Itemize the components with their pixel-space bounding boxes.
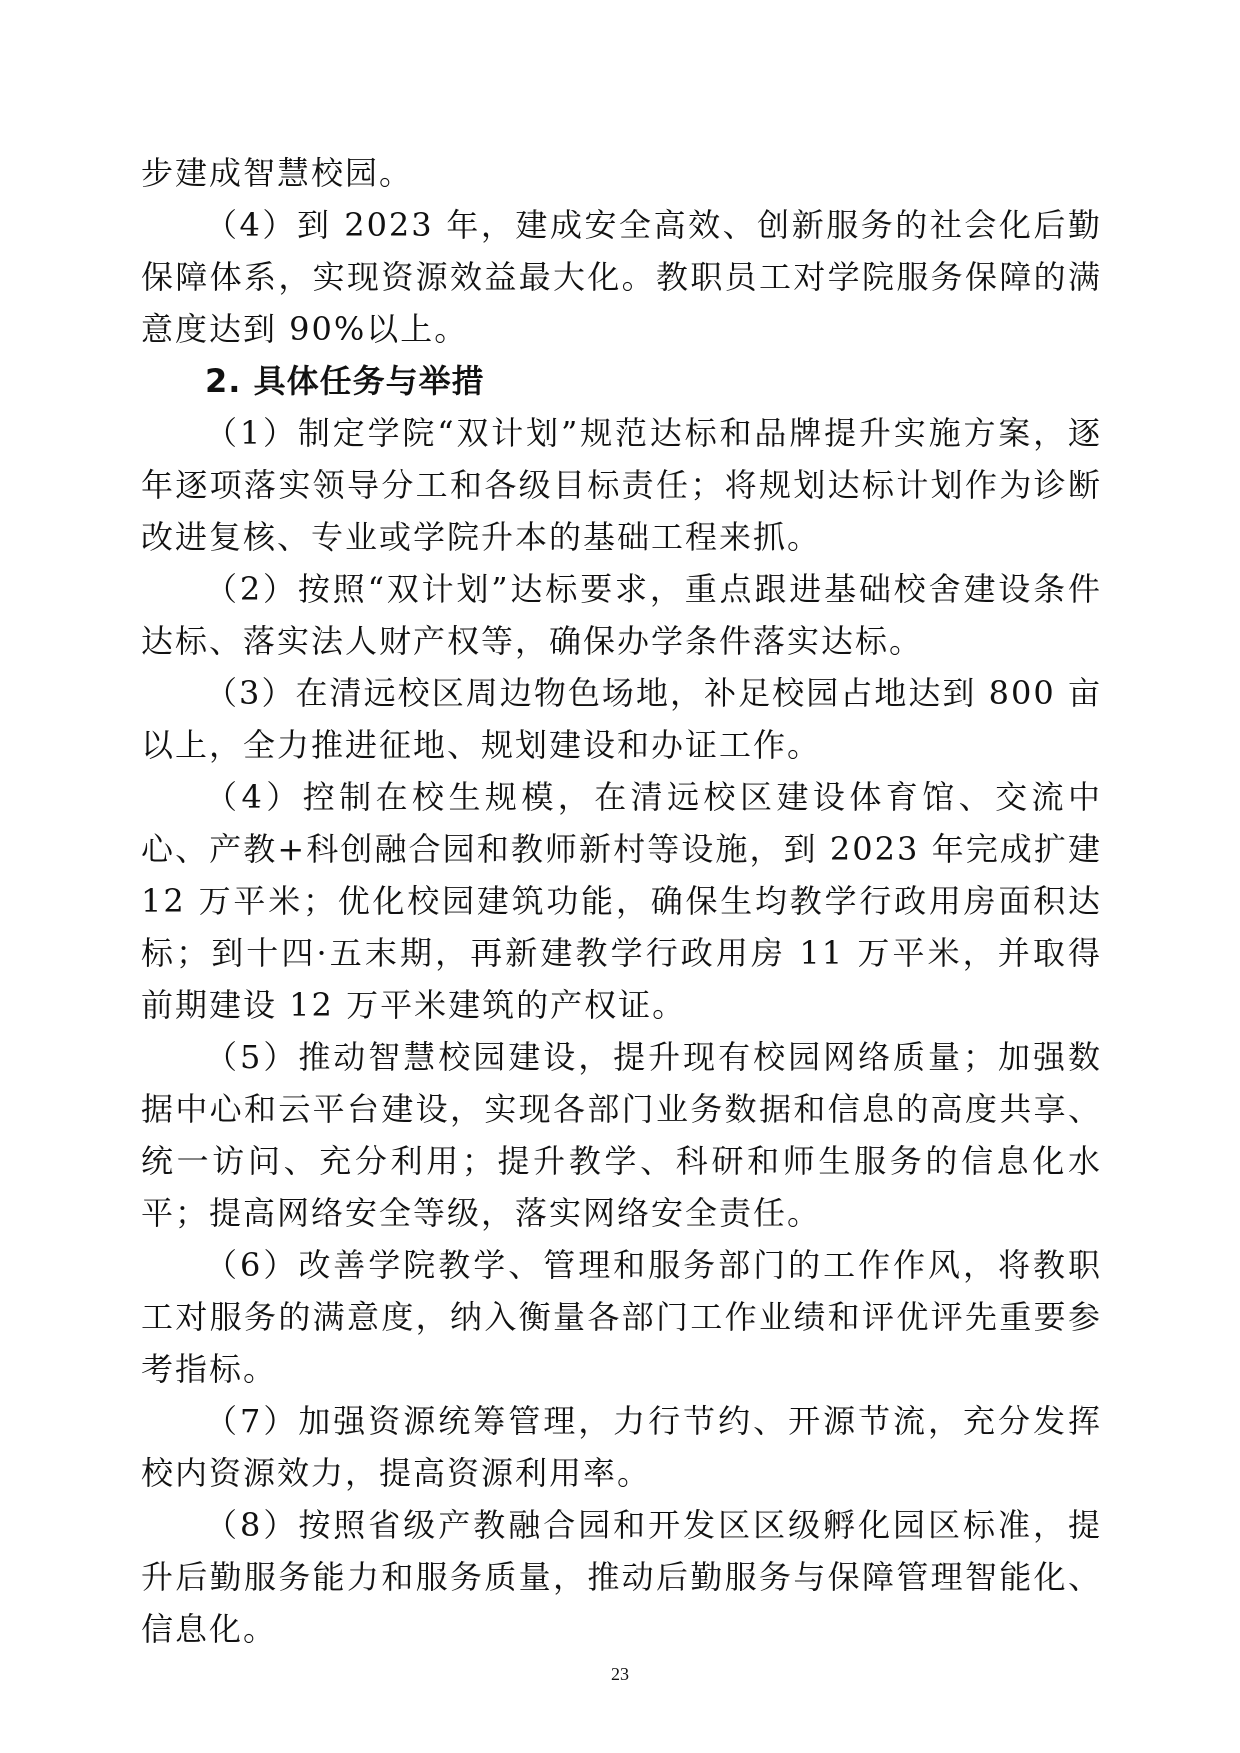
continuation-paragraph: 步建成智慧校园。: [141, 154, 414, 192]
document-body: [141, 147, 1102, 1655]
task-paragraph-7: （7）加强资源统筹管理，力行节约、开源节流，充分发挥校内资源效力，提高资源利用率。: [141, 1402, 1102, 1492]
task-paragraph-3: （3）在清远校区周边物色场地，补足校园占地达到 800 亩以上，全力推进征地、规划建设和办证工作。: [141, 674, 1102, 764]
task-paragraph-6: （6）改善学院教学、管理和服务部门的工作作风，将教职工对服务的满意度，纳入衡量各部门工作业绩和评优评先重要参考指标。: [141, 1246, 1102, 1388]
goal-paragraph-4: （4）到 2023 年，建成安全高效、创新服务的社会化后勤保障体系，实现资源效益最大化。教职员工对学院服务保障的满意度达到 90%以上。: [141, 206, 1102, 348]
section-heading: 2. 具体任务与举措: [205, 362, 485, 400]
page-number: 23: [611, 1664, 629, 1684]
task-paragraph-2: （2）按照“双计划”达标要求，重点跟进基础校舍建设条件达标、落实法人财产权等，确保办学条件落实达标。: [141, 570, 1102, 660]
task-paragraph-5: （5）推动智慧校园建设，提升现有校园网络质量；加强数据中心和云平台建设，实现各部门业务数据和信息的高度共享、统一访问、充分利用；提升教学、科研和师生服务的信息化水平；提高网络安全等级，落实网络安全责任。: [141, 1038, 1102, 1232]
task-paragraph-4: （4）控制在校生规模，在清远校区建设体育馆、交流中心、产教+科创融合园和教师新村等设施，到 2023 年完成扩建 12 万平米；优化校园建筑功能，确保生均教学行政用房面积达标；到十四·五末期，再新建教学行政用房 11 万平米，并取得前期建设 12 万平米建筑的产权证。: [141, 778, 1102, 1024]
task-paragraph-8: （8）按照省级产教融合园和开发区区级孵化园区标准，提升后勤服务能力和服务质量，推动后勤服务与保障管理智能化、信息化。: [141, 1506, 1102, 1648]
task-paragraph-1: （1）制定学院“双计划”规范达标和品牌提升实施方案，逐年逐项落实领导分工和各级目标责任；将规划达标计划作为诊断改进复核、专业或学院升本的基础工程来抓。: [141, 414, 1102, 556]
